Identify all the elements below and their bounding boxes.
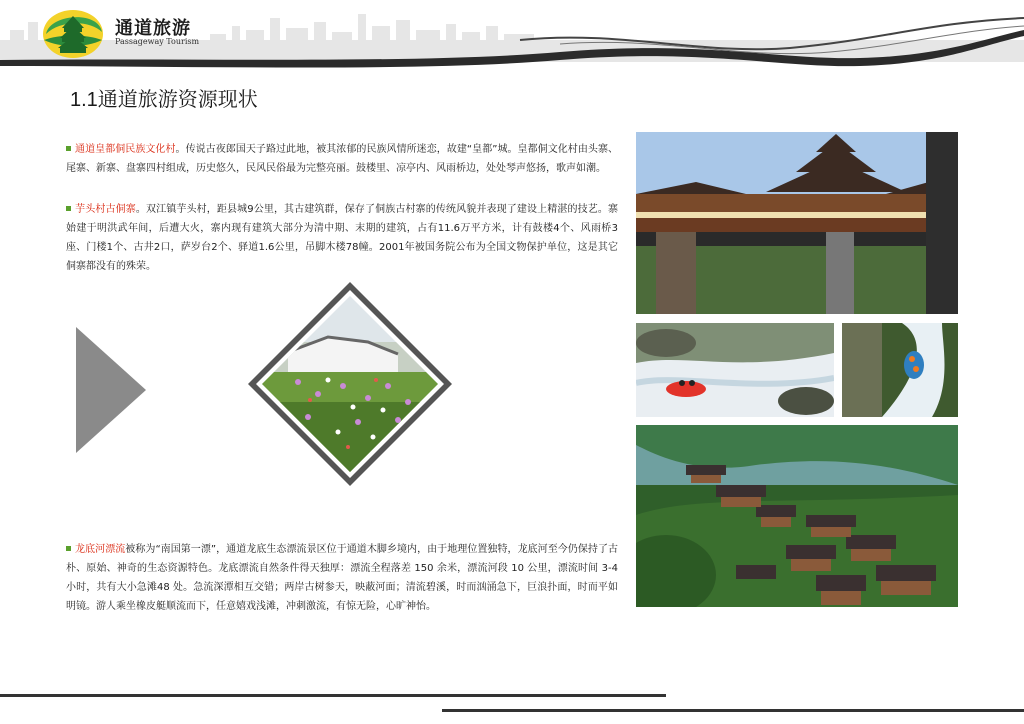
square-bullet-icon bbox=[66, 206, 71, 211]
bridge-photo bbox=[636, 132, 958, 314]
paragraph-text: 被称为“南国第一漂”，通道龙底生态漂流景区位于通道木脚乡境内，由于地理位置独特，龙底河至今仍保持了古朴、原始、神奇的生态资源特色。龙底漂流自然条件得天独厚：漂流全程落差 150 余米，漂流河段 10 公里，漂流时间 3-4 小时，共有大小急滩48 处。急流深潭相互交错；两岸古树参天，映蔽河面；清流碧溪，时而汹涌急下，巨浪扑面，时而平如明镜。游人乘坐橡皮艇顺流而下，任意嬉戏浅滩，冲刺激流，有惊无险，心旷神怡。 bbox=[66, 544, 618, 612]
square-bullet-icon bbox=[66, 546, 71, 551]
page-title: 1.1通道旅游资源现状 bbox=[70, 89, 258, 111]
paragraph-text: 。双江镇芋头村，距县城9公里，其古建筑群，保存了侗族古村寨的传统风貌并表现了建设上精湛的技艺。寨始建于明洪武年间，后遭大火，寨内现有建筑大部分为清中期、末期的建筑，占有11.6万平方米，计有鼓楼4个、风雨桥3座、门楼1个、古井2口，萨岁台2个、驿道1.6公里，吊脚木楼78幢。2001年被国务院公布为全国文物保护单位，这是其它侗寨都没有的殊荣。 bbox=[66, 204, 618, 272]
rafting-photo-2 bbox=[842, 323, 958, 417]
paragraph-highlight: 芋头村古侗寨 bbox=[75, 204, 136, 215]
paragraph-highlight: 通道皇都侗民族文化村 bbox=[75, 144, 176, 155]
footer-divider-right bbox=[442, 709, 1024, 712]
diamond-flower-photo bbox=[248, 282, 452, 486]
paragraph-yutou bbox=[66, 200, 618, 276]
brand-name-cn: 通道旅游 bbox=[115, 18, 191, 39]
footer-divider-left bbox=[0, 694, 666, 697]
paragraph-highlight: 龙底河漂流 bbox=[75, 544, 126, 555]
brand-name-en: Passageway Tourism bbox=[115, 37, 200, 46]
rafting-photo-1 bbox=[636, 323, 834, 417]
paragraph-huangdu bbox=[66, 140, 618, 178]
village-photo bbox=[636, 425, 958, 607]
paragraph-text: 。传说古夜郎国天子路过此地，被其浓郁的民族风情所迷恋，故建“皇都”城。皇都侗文化村由头寨、尾寨、新寨、盘寨四村组成，历史悠久，民风民俗最为完整亮丽。鼓楼里、凉亭内、风雨桥边，处处琴声悠扬，歌声如潮。 bbox=[66, 144, 618, 174]
square-bullet-icon bbox=[66, 146, 71, 151]
logo-emblem-icon bbox=[40, 4, 110, 58]
paragraph-longdi bbox=[66, 540, 618, 616]
triangle-right-icon bbox=[76, 327, 146, 453]
